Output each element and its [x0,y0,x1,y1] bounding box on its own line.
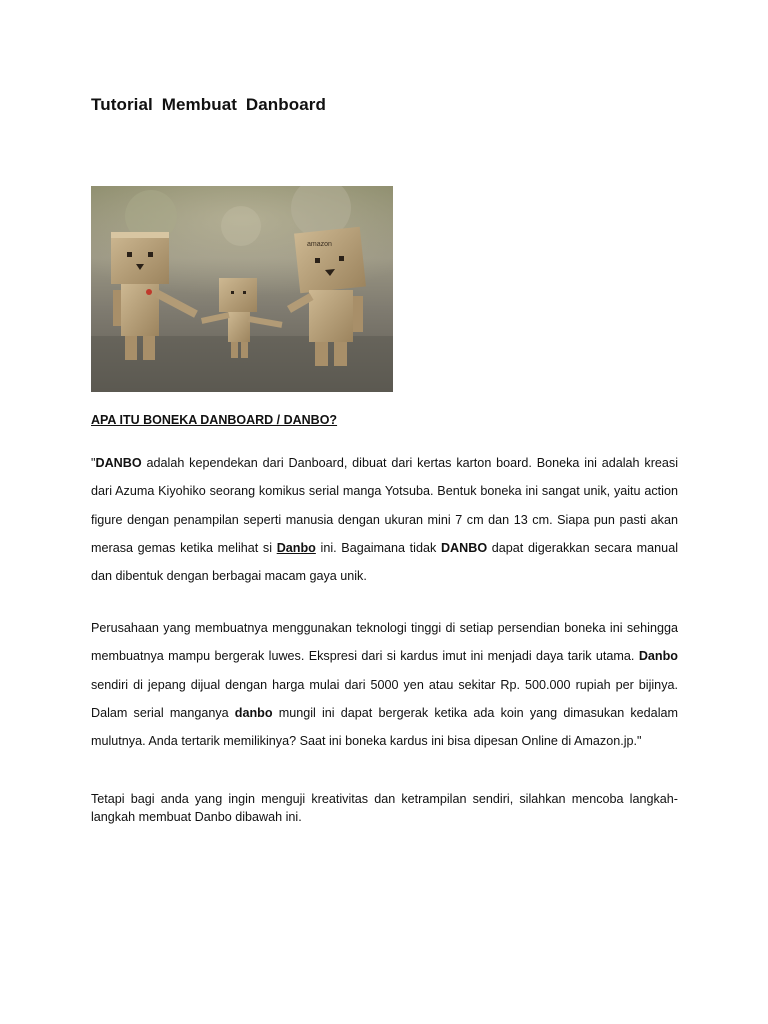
paragraph-2-text: sendiri di jepang dijual dengan harga mulai dari 5000 yen atau sekitar Rp. 500.000 rupiah per bijinya. Dalam serial manganya [91,677,678,720]
paragraph-2 [91,614,678,755]
paragraph-1-text: ini. Bagaimana tidak [315,540,441,555]
paragraph-2-text: mungil ini dapat bergerak ketika ada koin yang dimasukan kedalam mulutnya. Anda tertarik memilikinya? Saat ini boneka kardus ini bisa dipesan Online di Amazon.jp." [91,705,678,749]
paragraph-2-text: Perusahaan yang membuatnya menggunakan teknologi tinggi di setiap persendian boneka ini sehingga membuatnya mampu bergerak luwes. Ekspresi dari si kardus imut ini menjadi daya tarik utama. [91,621,678,664]
danbo-photo-illustration [91,186,393,392]
paragraph-1 [91,449,678,590]
paragraph-1-bold: DANBO [440,540,488,555]
paragraph-1-text: " [91,456,96,470]
page-title: Tutorial Membuat Danboard [91,95,326,114]
box-brand-label: amazon [307,241,332,248]
paragraph-1-text: dapat digerakkan secara manual dan dibentuk dengan berbagai macam gaya unik. [91,540,678,584]
paragraph-1-bold: DANBO [95,456,142,470]
paragraph-1-bold-underline: Danbo [276,540,316,555]
paragraph-2-bold: Danbo [638,649,678,664]
paragraph-2-bold: danbo [234,705,273,720]
section-heading: APA ITU BONEKA DANBOARD / DANBO? [91,413,338,427]
paragraph-3: Tetapi bagi anda yang ingin menguji kreativitas dan ketrampilan sendiri, silahkan mencoba langkah-langkah membuat Danbo dibawah ini. [91,792,678,824]
paragraph-1-text: adalah kependekan dari Danboard, dibuat dari kertas karton board. Boneka ini adalah kreasi dari Azuma Kiyohiko seorang komikus serial manga Yotsuba. Bentuk boneka ini sangat unik, yaitu action figure dengan penampilan seperti manusia dengan ukuran mini 7 cm dan 13 cm. Siapa pun pasti akan merasa gemas ketika melihat si [91,456,678,555]
danbo-family-photo [91,186,393,392]
